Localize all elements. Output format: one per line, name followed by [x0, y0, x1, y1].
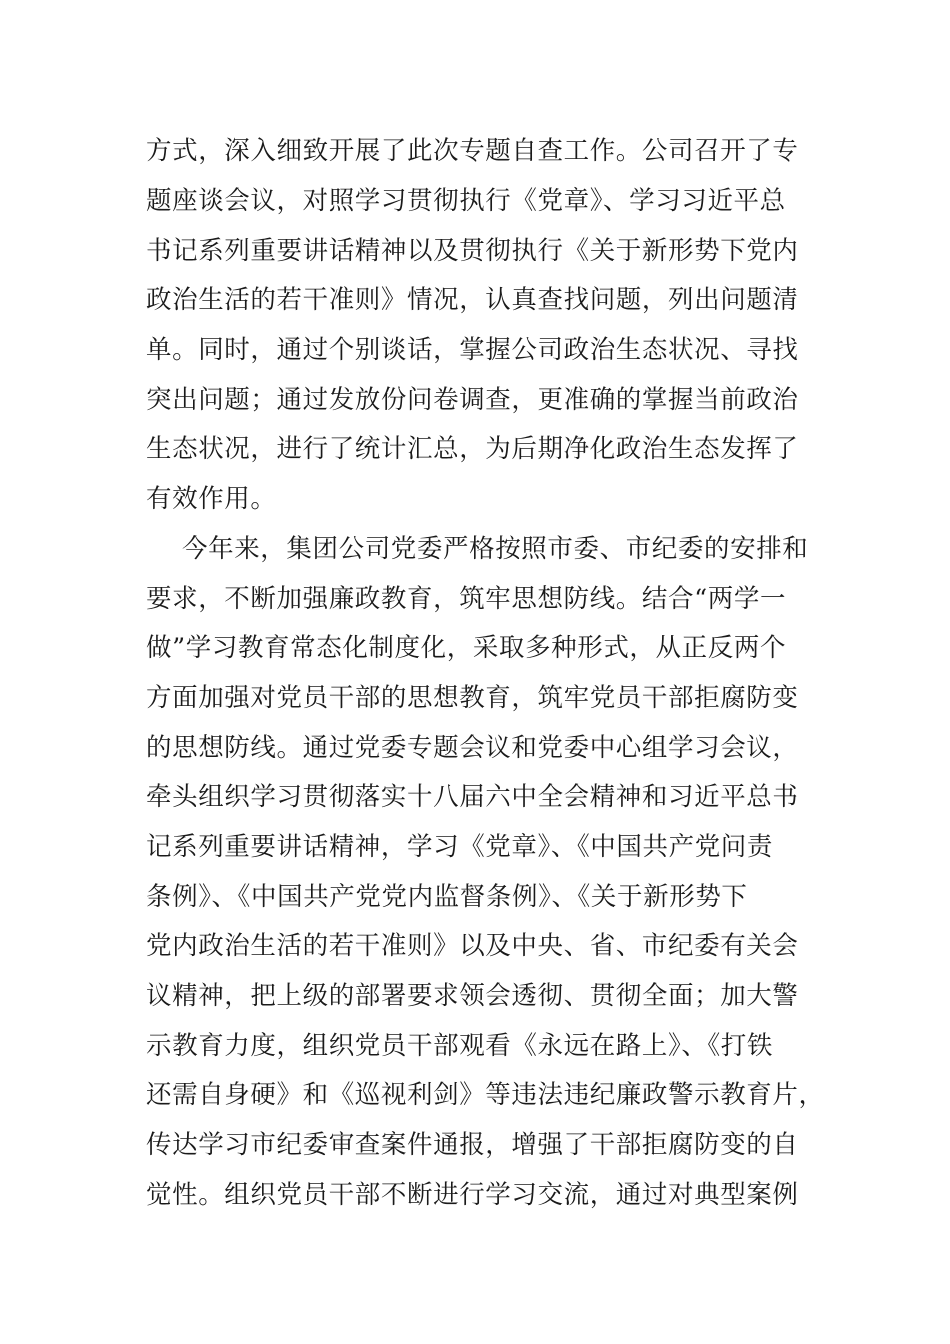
paragraph-line: 题座谈会议，对照学习贯彻执行《党章》、学习习近平总 — [146, 186, 786, 216]
paragraph-line: 单。同时，通过个别谈话，掌握公司政治生态状况、寻找 — [146, 335, 799, 365]
paragraph-line: 方式，深入细致开展了此次专题自查工作。公司召开了专 — [146, 136, 799, 166]
paragraph-line: 示教育力度，组织党员干部观看《永远在路上》、《打铁 — [146, 1031, 774, 1061]
paragraph-line: 传达学习市纪委审查案件通报，增强了干部拒腐防变的自 — [146, 1130, 799, 1160]
paragraph-line: 方面加强对党员干部的思想教育，筑牢党员干部拒腐防变 — [146, 683, 799, 713]
paragraph-line: 做”学习教育常态化制度化，采取多种形式，从正反两个 — [146, 633, 787, 663]
paragraph-line: 的思想防线。通过党委专题会议和党委中心组学习会议， — [146, 733, 799, 763]
paragraph-line: 还需自身硬》和《巡视利剑》等违法违纪廉政警示教育片， — [146, 1080, 825, 1110]
paragraph-line: 议精神，把上级的部署要求领会透彻、贯彻全面；加大警 — [146, 981, 799, 1011]
paragraph-line: 有效作用。 — [146, 484, 277, 514]
paragraph-line: 政治生活的若干准则》情况，认真查找问题，列出问题清 — [146, 285, 799, 315]
paragraph-line: 党内政治生活的若干准则》以及中央、省、市纪委有关会 — [146, 931, 799, 961]
paragraph-line: 今年来，集团公司党委严格按照市委、市纪委的安排和 — [182, 534, 809, 564]
paragraph-line: 书记系列重要讲话精神以及贯彻执行《关于新形势下党内 — [146, 236, 799, 266]
paragraph-line: 突出问题；通过发放份问卷调查，更准确的掌握当前政治 — [146, 385, 799, 415]
paragraph-line: 牵头组织学习贯彻落实十八届六中全会精神和习近平总书 — [146, 782, 799, 812]
paragraph-line: 觉性。组织党员干部不断进行学习交流，通过对典型案例 — [146, 1180, 799, 1210]
paragraph-line: 要求，不断加强廉政教育，筑牢思想防线。结合“两学一 — [146, 584, 787, 614]
paragraph-line: 条例》、《中国共产党党内监督条例》、《关于新形势下 — [146, 882, 748, 912]
paragraph-line: 生态状况，进行了统计汇总，为后期净化政治生态发挥了 — [146, 434, 799, 464]
paragraph-line: 记系列重要讲话精神，学习《党章》、《中国共产党问责 — [146, 832, 774, 862]
